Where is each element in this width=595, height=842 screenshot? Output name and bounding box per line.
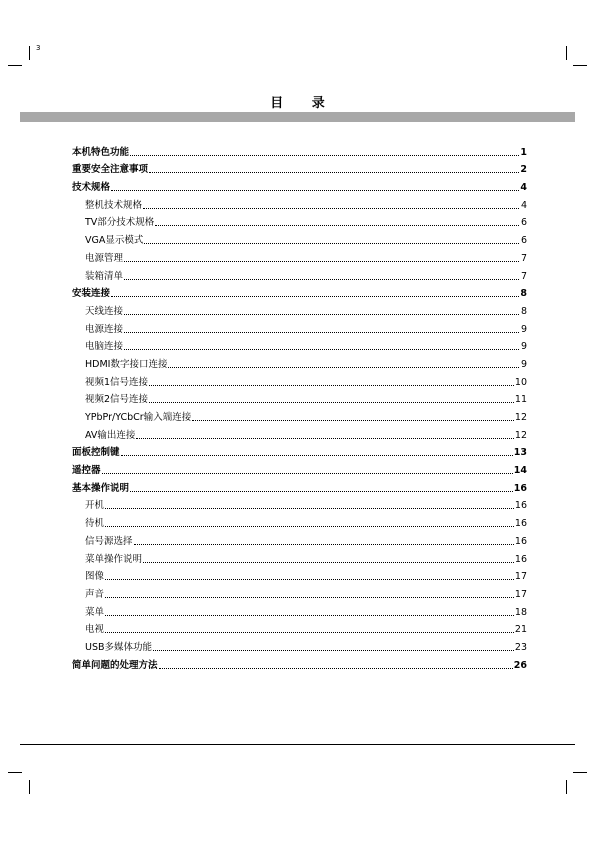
- toc-entry-page: 2: [520, 164, 527, 176]
- toc-entry-page: 8: [520, 288, 527, 300]
- toc-entry-page: 7: [520, 252, 527, 264]
- toc-entry-label: 本机特色功能: [72, 146, 130, 158]
- toc-entry-label: 电源连接: [85, 323, 124, 335]
- toc-entry-label: 声音: [85, 588, 105, 600]
- toc-entry-label: 简单问题的处理方法: [72, 659, 158, 671]
- crop-mark-top-right-h: [573, 65, 587, 66]
- toc-entry-label: 整机技术规格: [85, 199, 143, 211]
- crop-mark-bottom-right-h: [573, 772, 587, 773]
- toc-entry-page: 18: [514, 606, 527, 618]
- toc-entry[interactable]: [72, 636, 527, 654]
- toc-entry[interactable]: [72, 406, 527, 424]
- toc-leader-dots: [134, 544, 514, 545]
- toc-leader-dots: [144, 243, 519, 244]
- toc-leader-dots: [143, 208, 519, 209]
- toc-leader-dots: [153, 650, 514, 651]
- toc-entry[interactable]: [72, 318, 527, 336]
- toc-entry-label: 待机: [85, 518, 105, 530]
- toc-entry[interactable]: [72, 265, 527, 283]
- toc-entry[interactable]: [72, 548, 527, 566]
- toc-entry-label: 技术规格: [72, 182, 111, 194]
- toc-entry-page: 9: [520, 341, 527, 353]
- toc-entry-page: 9: [520, 323, 527, 335]
- toc-entry-page: 8: [520, 305, 527, 317]
- toc-entry-page: 21: [514, 624, 527, 636]
- toc-entry[interactable]: [72, 283, 527, 301]
- toc-leader-dots: [121, 455, 513, 456]
- toc-entry-page: 1: [520, 146, 527, 158]
- toc-entry[interactable]: [72, 353, 527, 371]
- toc-entry-page: 16: [514, 518, 527, 530]
- toc-entry[interactable]: [72, 530, 527, 548]
- toc-leader-dots: [149, 385, 514, 386]
- toc-leader-dots: [124, 279, 519, 280]
- page-title: 目 录: [270, 96, 337, 111]
- toc-entry-page: 16: [514, 535, 527, 547]
- toc-entry[interactable]: [72, 371, 527, 389]
- toc-leader-dots: [143, 562, 514, 563]
- toc-entry-label: 信号源选择: [85, 535, 133, 547]
- toc-entry-page: 16: [514, 500, 527, 512]
- toc-entry-label: AV输出连接: [85, 429, 136, 441]
- toc-entry-label: TV部分技术规格: [85, 217, 155, 229]
- toc-entry-page: 4: [520, 199, 527, 211]
- toc-leader-dots: [124, 349, 519, 350]
- toc-entry-page: 14: [513, 465, 527, 477]
- toc-entry-page: 13: [513, 447, 527, 459]
- toc-entry[interactable]: [72, 583, 527, 601]
- toc-entry[interactable]: [72, 389, 527, 407]
- crop-mark-top-right-v: [566, 46, 567, 60]
- toc-leader-dots: [102, 473, 513, 474]
- toc-entry[interactable]: [72, 459, 527, 477]
- toc-entry-page: 16: [514, 553, 527, 565]
- toc-entry[interactable]: [72, 566, 527, 584]
- toc-entry-page: 17: [514, 588, 527, 600]
- toc-entry[interactable]: [72, 424, 527, 442]
- toc-entry-page: 12: [514, 429, 527, 441]
- toc-entry[interactable]: [72, 194, 527, 212]
- toc-entry-label: 安装连接: [72, 288, 111, 300]
- toc-leader-dots: [105, 579, 514, 580]
- toc-entry[interactable]: [72, 442, 527, 460]
- toc-entry[interactable]: [72, 477, 527, 495]
- toc-leader-dots: [155, 225, 519, 226]
- toc-leader-dots: [105, 508, 514, 509]
- toc-entry-page: 7: [520, 270, 527, 282]
- footer-rule: [20, 744, 575, 745]
- toc-entry-label: VGA显示模式: [85, 235, 144, 247]
- toc-entry-label: 天线连接: [85, 305, 124, 317]
- toc-entry[interactable]: [72, 300, 527, 318]
- toc-entry-page: 10: [514, 376, 527, 388]
- toc-entry-label: 菜单: [85, 606, 105, 618]
- toc-entry-label: 电脑连接: [85, 341, 124, 353]
- toc-entry-label: 视频1信号连接: [85, 376, 149, 388]
- toc-entry[interactable]: [72, 654, 527, 672]
- toc-entry[interactable]: [72, 512, 527, 530]
- toc-leader-dots: [149, 172, 519, 173]
- toc-entry[interactable]: [72, 212, 527, 230]
- toc-entry-label: HDMI数字接口连接: [85, 358, 168, 370]
- table-of-contents: [72, 141, 527, 672]
- title-bar: [20, 112, 575, 122]
- crop-mark-top-left-v: [29, 46, 30, 60]
- toc-entry-label: 遥控器: [72, 465, 101, 477]
- toc-leader-dots: [130, 155, 519, 156]
- toc-entry-page: 17: [514, 571, 527, 583]
- toc-entry[interactable]: [72, 247, 527, 265]
- toc-entry-label: USB多媒体功能: [85, 641, 153, 653]
- toc-entry-page: 26: [513, 659, 527, 671]
- toc-entry[interactable]: [72, 176, 527, 194]
- toc-leader-dots: [105, 526, 514, 527]
- toc-entry-label: 装箱清单: [85, 270, 124, 282]
- toc-entry[interactable]: [72, 141, 527, 159]
- toc-leader-dots: [105, 597, 514, 598]
- crop-mark-bottom-left-v: [29, 780, 30, 794]
- toc-entry-page: 16: [513, 482, 527, 494]
- toc-leader-dots: [149, 402, 514, 403]
- toc-entry-label: YPbPr/YCbCr输入端连接: [85, 412, 192, 423]
- toc-entry-label: 电源管理: [85, 252, 124, 264]
- crop-mark-top-left-h: [8, 65, 22, 66]
- page-number: 3: [36, 44, 41, 52]
- toc-entry[interactable]: [72, 229, 527, 247]
- toc-leader-dots: [105, 632, 514, 633]
- toc-entry-page: 6: [520, 217, 527, 229]
- toc-leader-dots: [105, 615, 514, 616]
- toc-entry-label: 面板控制键: [72, 447, 120, 459]
- toc-leader-dots: [192, 420, 514, 421]
- toc-entry-page: 9: [520, 358, 527, 370]
- toc-leader-dots: [111, 296, 519, 297]
- toc-leader-dots: [159, 668, 513, 669]
- toc-entry-page: 4: [520, 182, 527, 194]
- toc-entry[interactable]: [72, 495, 527, 513]
- toc-entry-page: 11: [514, 394, 527, 406]
- toc-entry[interactable]: [72, 619, 527, 637]
- toc-entry-label: 菜单操作说明: [85, 553, 143, 565]
- toc-entry-label: 重要安全注意事项: [72, 164, 149, 176]
- toc-entry-label: 电视: [85, 624, 105, 636]
- toc-leader-dots: [130, 491, 513, 492]
- toc-entry-page: 12: [514, 412, 527, 423]
- toc-entry[interactable]: [72, 601, 527, 619]
- crop-mark-bottom-left-h: [8, 772, 22, 773]
- toc-leader-dots: [136, 438, 514, 439]
- toc-entry-label: 视频2信号连接: [85, 394, 149, 406]
- toc-entry-page: 6: [520, 235, 527, 247]
- toc-leader-dots: [124, 314, 519, 315]
- toc-leader-dots: [124, 261, 519, 262]
- toc-leader-dots: [124, 332, 519, 333]
- crop-mark-bottom-right-v: [566, 780, 567, 794]
- toc-entry-label: 图像: [85, 571, 105, 583]
- toc-leader-dots: [111, 190, 519, 191]
- toc-entry-label: 基本操作说明: [72, 482, 130, 494]
- toc-entry[interactable]: [72, 159, 527, 177]
- toc-leader-dots: [168, 367, 519, 368]
- toc-entry[interactable]: [72, 336, 527, 354]
- toc-entry-label: 开机: [85, 500, 105, 512]
- toc-entry-page: 23: [514, 641, 527, 653]
